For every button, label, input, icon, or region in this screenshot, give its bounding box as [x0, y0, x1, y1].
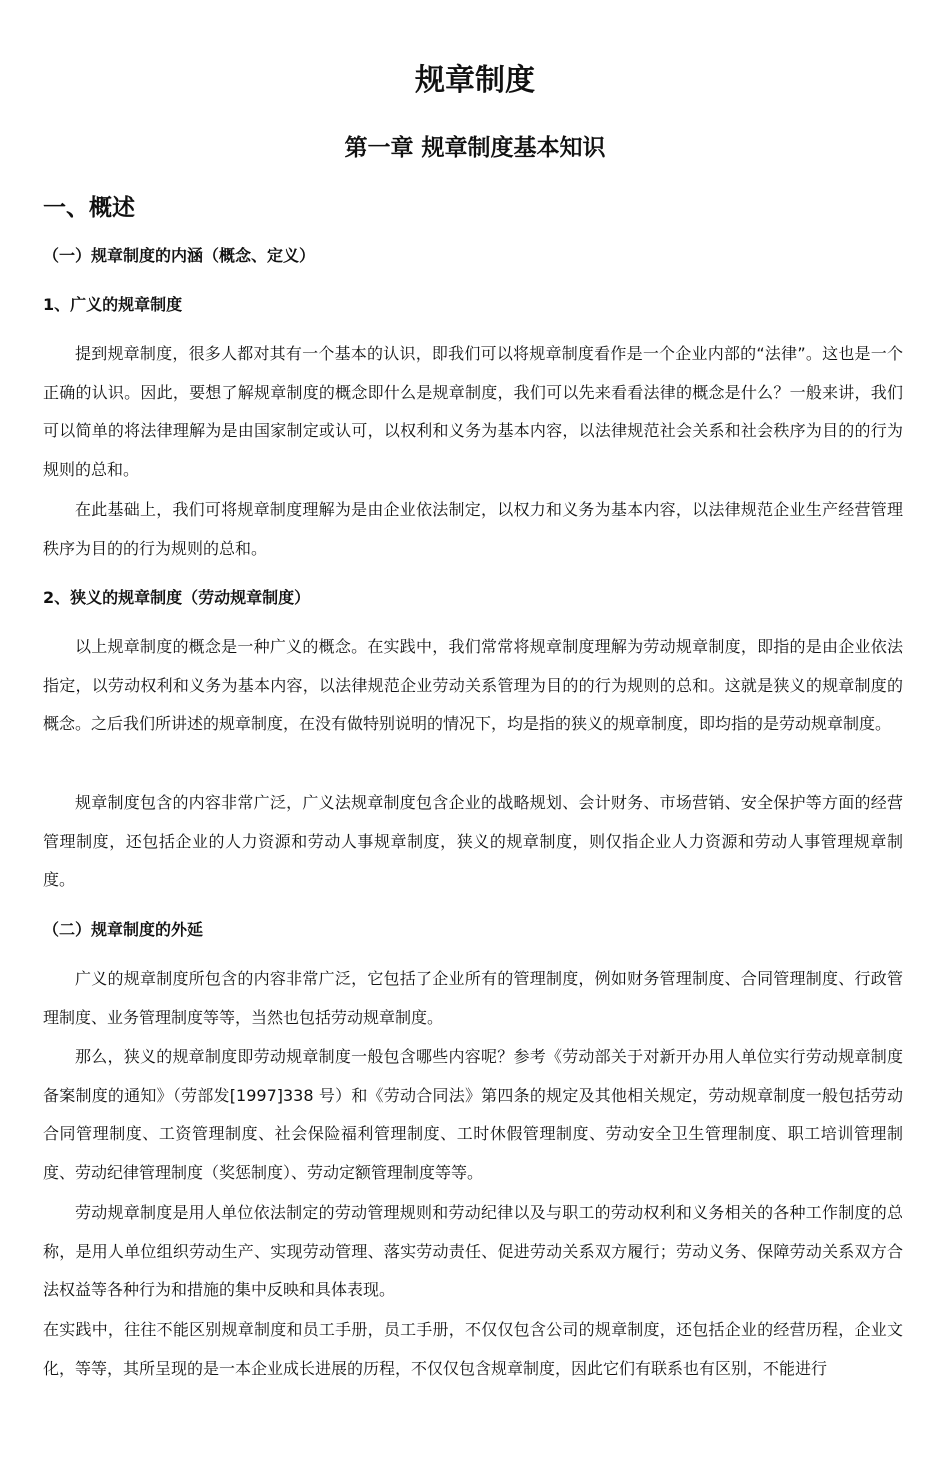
subsection-heading-connotation: （一）规章制度的内涵（概念、定义） — [43, 246, 316, 265]
paragraph-5: 广义的规章制度所包含的内容非常广泛，它包括了企业所有的管理制度，例如财务管理制度、合同管理制度、行政管理制度、业务管理制度等等，当然也包括劳动规章制度。 — [43, 969, 903, 1027]
item-heading-broad: 1、广义的规章制度 — [43, 295, 183, 314]
paragraph-6: 那么，狭义的规章制度即劳动规章制度一般包含哪些内容呢？参考《劳动部关于对新开办用人单位实行劳动规章制度备案制度的通知》（劳部发[1997]338 号）和《劳动合同法》第四条的规定及其他相关规定，劳动规章制度一般包括劳动合同管理制度、工资管理制度、社会保险福利管理制度、工时休假管理制度、劳动安全卫生管理制度、职工培训管理制度、劳动纪律管理制度（奖惩制度）、劳动定额管理制度等等。 — [43, 1047, 903, 1182]
paragraph-3: 以上规章制度的概念是一种广义的概念。在实践中，我们常常将规章制度理解为劳动规章制度，即指的是由企业依法指定，以劳动权利和义务为基本内容，以法律规范企业劳动关系管理为目的的行为规则的总和。这就是狭义的规章制度的概念。之后我们所讲述的规章制度，在没有做特别说明的情况下，均是指的狭义的规章制度，即均指的是劳动规章制度。 — [43, 637, 903, 734]
paragraph-4: 规章制度包含的内容非常广泛，广义法规章制度包含企业的战略规划、会计财务、市场营销、安全保护等方面的经营管理制度，还包括企业的人力资源和劳动人事规章制度，狭义的规章制度，则仅指企业人力资源和劳动人事管理规章制度。 — [43, 793, 903, 890]
paragraph-7: 劳动规章制度是用人单位依法制定的劳动管理规则和劳动纪律以及与职工的劳动权利和义务相关的各种工作制度的总称，是用人单位组织劳动生产、实现劳动管理、落实劳动责任、促进劳动关系双方履行；劳动义务、保障劳动关系双方合法权益等各种行为和措施的集中反映和具体表现。 — [43, 1203, 903, 1300]
section-heading-overview: 一、概述 — [43, 195, 135, 221]
document-title: 规章制度 — [415, 63, 535, 98]
paragraph-1: 提到规章制度，很多人都对其有一个基本的认识，即我们可以将规章制度看作是一个企业内部的“法律”。这也是一个正确的认识。因此，要想了解规章制度的概念即什么是规章制度，我们可以先来看看法律的概念是什么？一般来讲，我们可以简单的将法律理解为是由国家制定或认可，以权利和义务为基本内容，以法律规范社会关系和社会秩序为目的的行为规则的总和。 — [43, 344, 903, 479]
item-heading-narrow: 2、狭义的规章制度（劳动规章制度） — [43, 588, 311, 607]
subsection-heading-extension: （二）规章制度的外延 — [43, 920, 204, 939]
paragraph-8: 在实践中，往往不能区别规章制度和员工手册，员工手册，不仅仅包含公司的规章制度，还包括企业的经营历程，企业文化，等等，其所呈现的是一本企业成长进展的历程，不仅仅包含规章制度，因此它们有联系也有区别，不能进行 — [43, 1320, 903, 1378]
paragraph-2: 在此基础上，我们可将规章制度理解为是由企业依法制定，以权力和义务为基本内容，以法律规范企业生产经营管理秩序为目的的行为规则的总和。 — [43, 500, 903, 558]
chapter-title: 第一章 规章制度基本知识 — [344, 135, 606, 161]
